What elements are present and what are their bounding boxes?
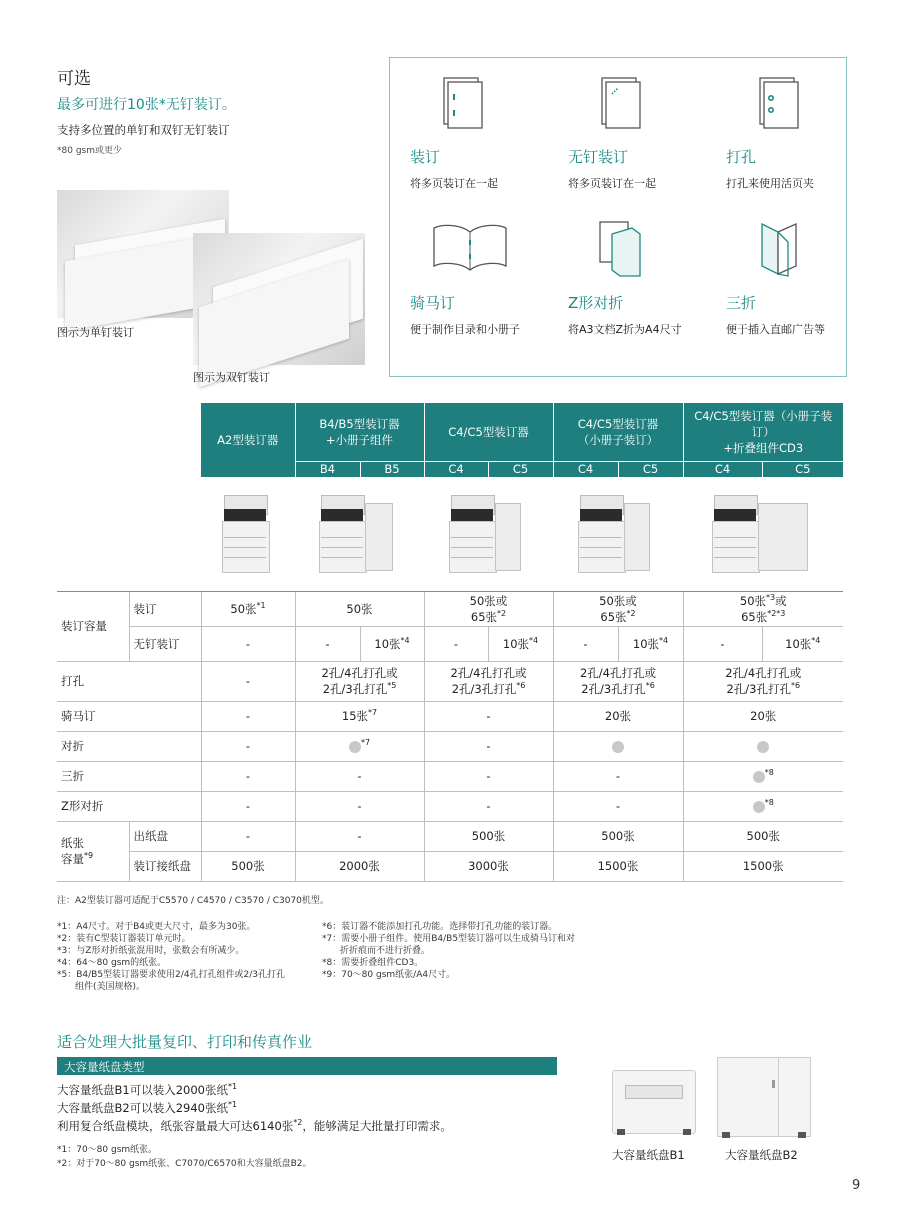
finisher-spec-table [57,403,843,882]
double-staple-caption: 图示为双钉装订 [193,371,270,384]
cell-b4b5-finisher-tray: 2000张 [295,851,424,881]
hcf-b2-caption: 大容量纸盘B2 [725,1148,798,1162]
printer-illustration [218,489,278,579]
row-label-saddle: 骑马订 [57,701,201,731]
cell-c4c5b-bifold [553,731,683,761]
row-finisher-tray [57,851,843,881]
machine-image-c4c5 [424,477,553,591]
feature-saddle-stitch [410,218,560,337]
double-staple-photo [193,233,365,365]
staple-icon [432,72,492,132]
cell-c4c5c-staple: 50张$^{*3}$或 65张$^{*2*3}$ [683,591,843,626]
printer-illustration [574,489,662,579]
printer-illustration [445,489,533,579]
col-header-c4c5-booklet-cd3: C4/C5型装订器（小册子装订） +折叠组件CD3 [683,403,843,461]
feature-staple-desc: 将多页装订在一起 [410,177,498,190]
cell-dash: - [201,821,295,851]
supported-dot [612,741,624,753]
table-note: 注：A2型装订器可适配于C5570 / C4570 / C3570 / C3070机型。 [57,896,329,906]
sub-header-c5: C5 [762,461,843,477]
sub-header-c5: C5 [488,461,553,477]
feature-tri-fold-desc: 便于插入直邮广告等 [726,323,825,336]
feature-saddle-stitch-desc: 便于制作目录和小册子 [410,323,520,336]
row-punch [57,661,843,701]
cell-dash: - [201,731,295,761]
single-staple-caption: 图示为单钉装订 [57,326,134,339]
cell-c4c5c-finisher-tray: 1500张 [683,851,843,881]
sub-header-c5: C5 [618,461,683,477]
col-header-c4c5-booklet: C4/C5型装订器 （小册子装订） [553,403,683,461]
cell-c4c5c-saddle: 20张 [683,701,843,731]
feature-staple-free-name: 无钉装订 [568,148,629,166]
section-title: 可选 [57,69,91,89]
row-staple-free [57,626,843,661]
cell-b4b5-saddle: 15张$^{*7}$ [295,701,424,731]
hcf-line-b2: 大容量纸盘B2可以装入2940张纸$^{*1}$ [57,1100,238,1115]
cell-dash: - [683,626,762,661]
cell-c4c5c-bifold [683,731,843,761]
printer-illustration [315,489,405,579]
sub-header-c4: C4 [424,461,488,477]
feature-staple-name: 装订 [410,148,441,166]
staple-free-icon [590,72,650,132]
printer-illustration [708,489,818,579]
row-label-punch: 打孔 [57,661,201,701]
cell-c4c5c-output: 500张 [683,821,843,851]
feature-staple-free-desc: 将多页装订在一起 [568,177,656,190]
cell-dash: - [424,701,553,731]
hcf-section-title: 适合处理大批量复印、打印和传真作业 [57,1033,313,1051]
cell-dash: - [201,701,295,731]
row-label-zfold: Z形对折 [57,791,201,821]
feature-tri-fold-name: 三折 [726,294,757,312]
footnotes-right: *6：装订器不能添加打孔功能。选择带打孔功能的装订器。 *7：需要小册子组件。使用B4/B5型装订器可以生成骑马订和对 折折痕而不进行折叠。 *8：需要折叠组件CD3。 *9：70～80 gsm纸张/A4尺寸。 [322,922,576,980]
cell-a2-finisher-tray: 500张 [201,851,295,881]
cell-dash: - [201,791,295,821]
feature-hole-punch-name: 打孔 [726,148,757,166]
hcf-b1-caption: 大容量纸盘B1 [612,1148,685,1162]
tri-fold-icon [748,218,808,278]
row-label-paper-capacity: 纸张 容量$^{*9}$ [57,821,129,881]
row-label-staple-free: 无钉装订 [129,626,201,661]
machine-image-c4c5-booklet-cd3 [683,477,843,591]
sub-header-c4: C4 [553,461,618,477]
supported-dot [349,741,361,753]
col-header-c4c5: C4/C5型装订器 [424,403,553,461]
supported-dot [757,741,769,753]
cell-c4c5-finisher-tray: 3000张 [424,851,553,881]
cell-c4c5-punch: 2孔/4孔打孔或 2孔/3孔打孔$^{*6}$ [424,661,553,701]
row-label-output-tray: 出纸盘 [129,821,201,851]
cell-dash: - [295,791,424,821]
col-header-a2: A2型装订器 [201,403,295,477]
cell-b4b5-bifold: *7 [295,731,424,761]
cell-dash: - [295,821,424,851]
cell-c4c5b-staple: 50张或 65张$^{*2}$ [553,591,683,626]
cell-dash: - [424,731,553,761]
cell-dash: - [424,626,488,661]
cell-c4c5-staple: 50张或 65张$^{*2}$ [424,591,553,626]
cell-c4c5b-finisher-tray: 1500张 [553,851,683,881]
cell-dash: - [424,761,553,791]
machine-image-b4b5 [295,477,424,591]
cell-c5-staple-free: 10张$^{*4}$ [488,626,553,661]
row-output-tray [57,821,843,851]
cell-dash: - [295,626,360,661]
hcf-line-b1: 大容量纸盘B1可以装入2000张纸$^{*1}$ [57,1082,238,1097]
feature-z-fold [568,218,718,337]
cell-dash: - [295,761,424,791]
row-saddle [57,701,843,731]
cell-dash: - [201,761,295,791]
feature-z-fold-name: Z形对折 [568,294,624,312]
machine-image-c4c5-booklet [553,477,683,591]
cell-b5-staple-free: 10张$^{*4}$ [360,626,424,661]
machine-image-a2 [201,477,295,591]
feature-hole-punch [726,72,876,191]
section-headline: 最多可进行10张*无钉装订。 [57,97,236,113]
cell-c4c5c-zfold: *8 [683,791,843,821]
feature-z-fold-desc: 将A3文档Z折为A4尺寸 [568,323,682,336]
cell-c4c5c-trifold: *8 [683,761,843,791]
page-number: 9 [852,1178,861,1193]
row-bifold [57,731,843,761]
section-subtitle: 支持多位置的单钉和双钉无钉装订 [57,123,230,137]
row-label-capacity: 装订容量 [57,591,129,661]
supported-dot [753,771,765,783]
feature-saddle-stitch-name: 骑马订 [410,294,456,312]
hcf-footnote-2: *2：对于70～80 gsm纸张、C7070/C6570和大容量纸盘B2。 [57,1159,312,1169]
hcf-b1-image [612,1070,696,1134]
row-label-finisher-tray: 装订接纸盘 [129,851,201,881]
col-header-b4b5: B4/B5型装订器 +小册子组件 [295,403,424,461]
sub-header-b4: B4 [295,461,360,477]
cell-c5-staple-free: 10张$^{*4}$ [618,626,683,661]
hole-punch-icon [748,72,808,132]
hcf-b2-image [717,1057,811,1137]
cell-dash: - [201,661,295,701]
cell-dash: - [553,626,618,661]
row-label-staple: 装订 [129,591,201,626]
sub-header-c4: C4 [683,461,762,477]
supported-dot [753,801,765,813]
section-note: *80 gsm或更少 [57,146,122,156]
cell-dash: - [201,626,295,661]
saddle-stitch-icon [430,218,510,278]
cell-c4c5b-output: 500张 [553,821,683,851]
feature-staple-free [568,72,718,191]
cell-b4b5-punch: 2孔/4孔打孔或 2孔/3孔打孔$^{*5}$ [295,661,424,701]
cell-b4b5-staple: 50张 [295,591,424,626]
row-label-bifold: 对折 [57,731,201,761]
feature-hole-punch-desc: 打孔来使用活页夹 [726,177,814,190]
hcf-line-combined: 利用复合纸盘模块，纸张容量最大可达6140张$^{*2}$，能够满足大批量打印需求。 [57,1118,452,1133]
cell-dash: - [424,791,553,821]
hcf-footnote-1: *1：70～80 gsm纸张。 [57,1145,158,1155]
sub-header-b5: B5 [360,461,424,477]
z-fold-icon [590,218,650,278]
row-trifold [57,761,843,791]
cell-c5-staple-free: 10张$^{*4}$ [762,626,843,661]
cell-c4c5c-punch: 2孔/4孔打孔或 2孔/3孔打孔$^{*6}$ [683,661,843,701]
cell-c4c5b-saddle: 20张 [553,701,683,731]
row-staple [57,591,843,626]
footnotes-left: *1：A4尺寸。对于B4或更大尺寸，最多为30张。 *2：装有C型装订器装订单元时。 *3：与Z形对折纸张混用时，张数会有所减少。 *4：64～80 gsm的纸张。 *5：B4/B5型装订器要求使用2/4孔打孔组件或2/3孔打孔 组件(美国规格)。 [57,922,286,992]
cell-dash: - [553,761,683,791]
hcf-header-label: 大容量纸盘类型 [64,1060,145,1074]
row-label-trifold: 三折 [57,761,201,791]
cell-c4c5-output: 500张 [424,821,553,851]
cell-a2-staple: 50张$^{*1}$ [201,591,295,626]
feature-tri-fold [726,218,876,337]
feature-box [389,57,847,377]
feature-staple [410,72,560,191]
cell-c4c5b-punch: 2孔/4孔打孔或 2孔/3孔打孔$^{*6}$ [553,661,683,701]
row-zfold [57,791,843,821]
cell-dash: - [553,791,683,821]
